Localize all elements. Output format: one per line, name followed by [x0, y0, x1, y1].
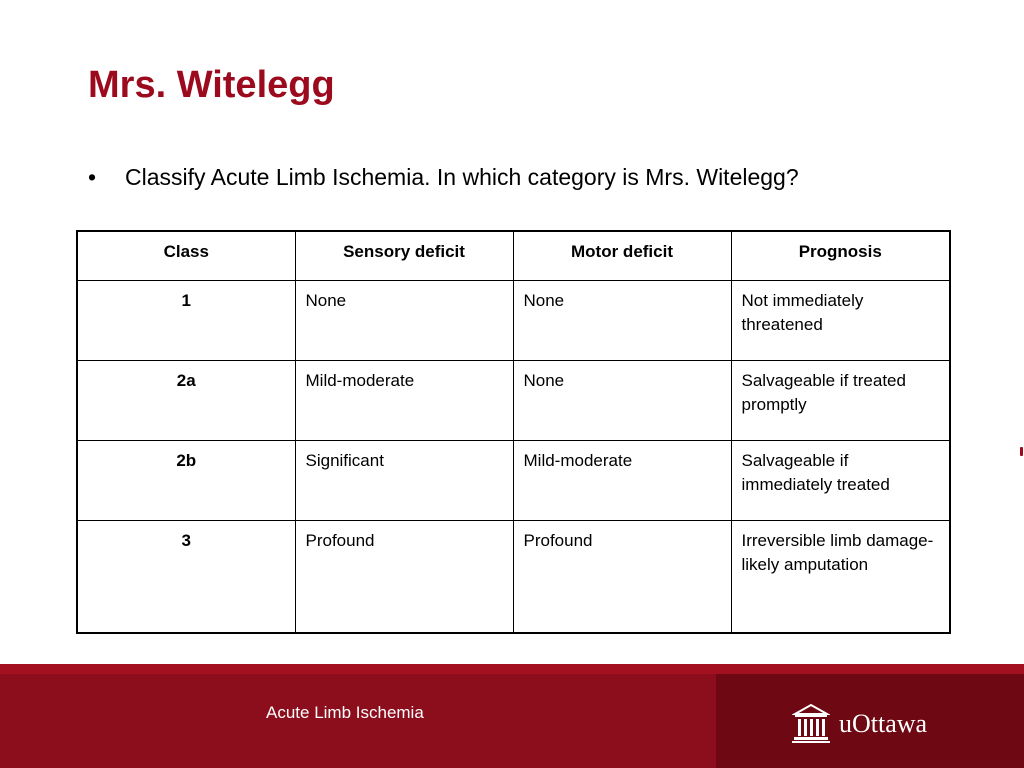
class-cell: 2b: [77, 441, 295, 521]
sensory-cell: None: [295, 281, 513, 361]
slide-title: Mrs. Witelegg: [88, 64, 335, 106]
motor-cell: None: [513, 361, 731, 441]
sensory-cell: Mild-moderate: [295, 361, 513, 441]
prognosis-cell: Not immediately threatened: [731, 281, 950, 361]
sensory-cell: Profound: [295, 521, 513, 634]
bullet-marker: •: [88, 164, 97, 190]
footer-accent-line: [0, 664, 1024, 674]
bullet-text: Classify Acute Limb Ischemia. In which category is Mrs. Witelegg?: [125, 164, 799, 190]
classification-table: [76, 230, 951, 634]
class-cell: 1: [77, 281, 295, 361]
table-row: [77, 281, 950, 361]
class-cell: 2a: [77, 361, 295, 441]
prognosis-cell: Salvageable if treated promptly: [731, 361, 950, 441]
header-prognosis: Prognosis: [731, 231, 950, 281]
motor-cell: None: [513, 281, 731, 361]
bullet-item: [88, 162, 799, 192]
class-cell: 3: [77, 521, 295, 634]
table-row: [77, 441, 950, 521]
university-building-icon: [792, 703, 830, 743]
motor-cell: Profound: [513, 521, 731, 634]
motor-cell: Mild-moderate: [513, 441, 731, 521]
prognosis-cell: Irreversible limb damage- likely amputation: [731, 521, 950, 634]
table-header-row: [77, 231, 950, 281]
prognosis-cell: Salvageable if immediately treated: [731, 441, 950, 521]
table-row: [77, 361, 950, 441]
header-class: Class: [77, 231, 295, 281]
footer-title: Acute Limb Ischemia: [266, 703, 424, 722]
table-row: [77, 521, 950, 634]
logo-wordmark: uOttawa: [839, 709, 928, 738]
edge-mark: [1020, 447, 1023, 456]
header-motor-deficit: Motor deficit: [513, 231, 731, 281]
header-sensory-deficit: Sensory deficit: [295, 231, 513, 281]
sensory-cell: Significant: [295, 441, 513, 521]
